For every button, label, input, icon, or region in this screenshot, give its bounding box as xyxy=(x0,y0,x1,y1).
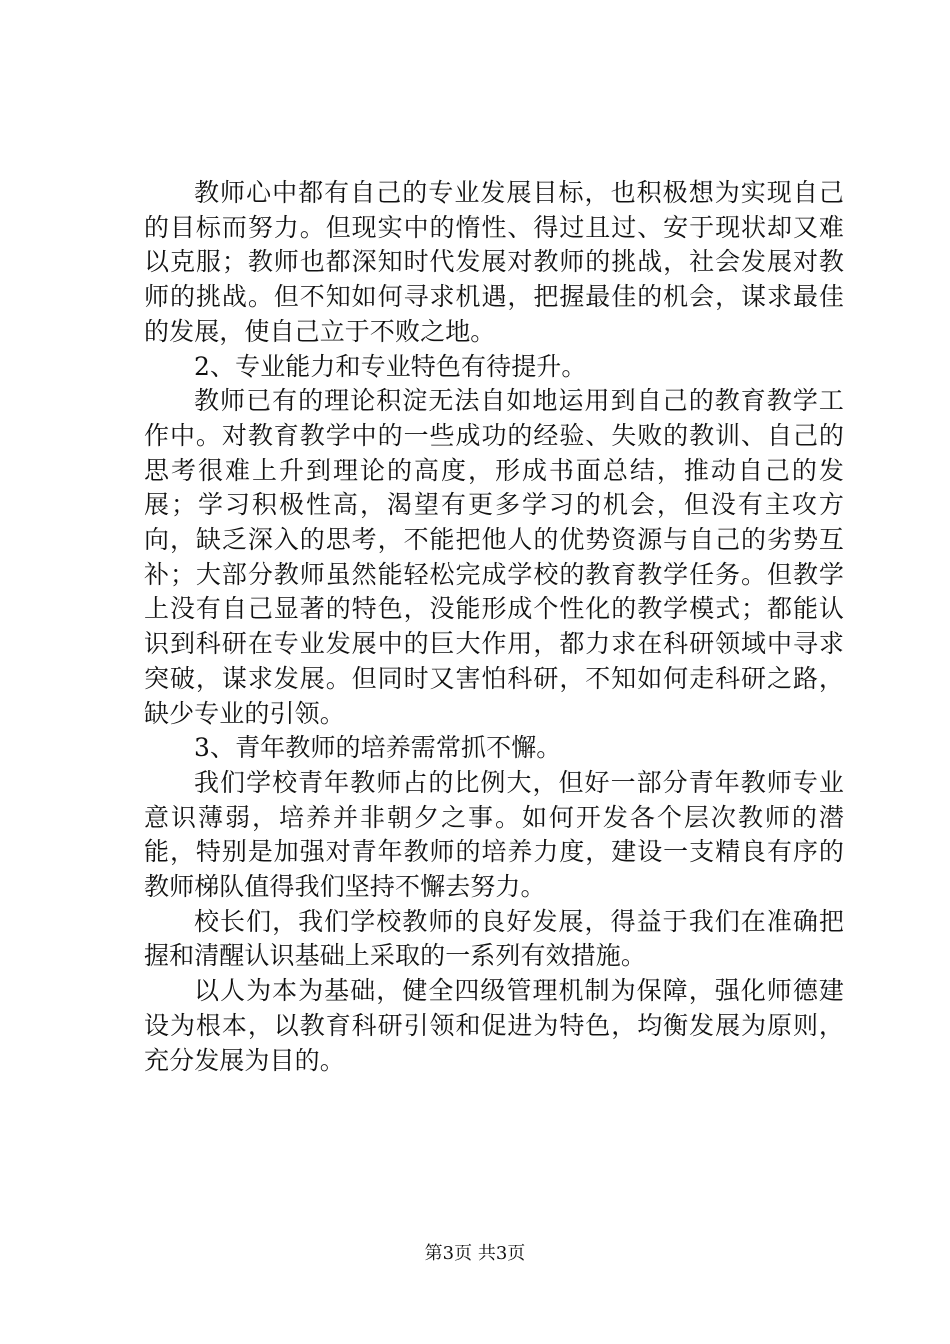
page-number-label: 第3页 共3页 xyxy=(424,1243,526,1264)
paragraph-young-teachers: 我们学校青年教师占的比例大，但好一部分青年教师专业意识薄弱，培养并非朝夕之事。如何开发各个层次教师的潜能，特别是加强对青年教师的培养力度，建设一支精良有序的教师梯队值得我们坚持不懈去努力。 xyxy=(144,767,844,902)
paragraph-theory-practice: 教师已有的理论积淀无法自如地运用到自己的教育教学工作中。对教育教学中的一些成功的经验、失败的教训、自己的思考很难上升到理论的高度，形成书面总结，推动自己的发展；学习积极性高，渴望有更多学习的机会，但没有主攻方向，缺乏深入的思考，不能把他人的优势资源与自己的劣势互补；大部分教师虽然能轻松完成学校的教育教学任务。但教学上没有自己显著的特色，没能形成个性化的教学模式；都能认识到科研在专业发展中的巨大作用，都力求在科研领域中寻求突破，谋求发展。但同时又害怕科研，不知如何走科研之路，缺少专业的引领。 xyxy=(144,386,844,728)
paragraph-teacher-goals: 教师心中都有自己的专业发展目标，也积极想为实现自己的目标而努力。但现实中的惰性、得过且过、安于现状却又难以克服；教师也都深知时代发展对教师的挑战，社会发展对教师的挑战。但不知如何寻求机遇，把握最佳的机会，谋求最佳的发展，使自己立于不败之地。 xyxy=(144,178,844,346)
body-text xyxy=(144,176,844,1078)
paragraph-principles: 以人为本为基础，健全四级管理机制为保障，强化师德建设为根本，以教育科研引领和促进为特色，均衡发展为原则，充分发展为目的。 xyxy=(144,976,844,1075)
paragraph-principals: 校长们，我们学校教师的良好发展，得益于我们在准确把握和清醒认识基础上采取的一系列有效措施。 xyxy=(144,906,844,971)
section-heading-professional-ability: 2、专业能力和专业特色有待提升。 xyxy=(194,351,587,381)
page-footer xyxy=(0,1242,950,1266)
section-heading-young-teachers: 3、青年教师的培养需常抓不懈。 xyxy=(194,733,562,763)
